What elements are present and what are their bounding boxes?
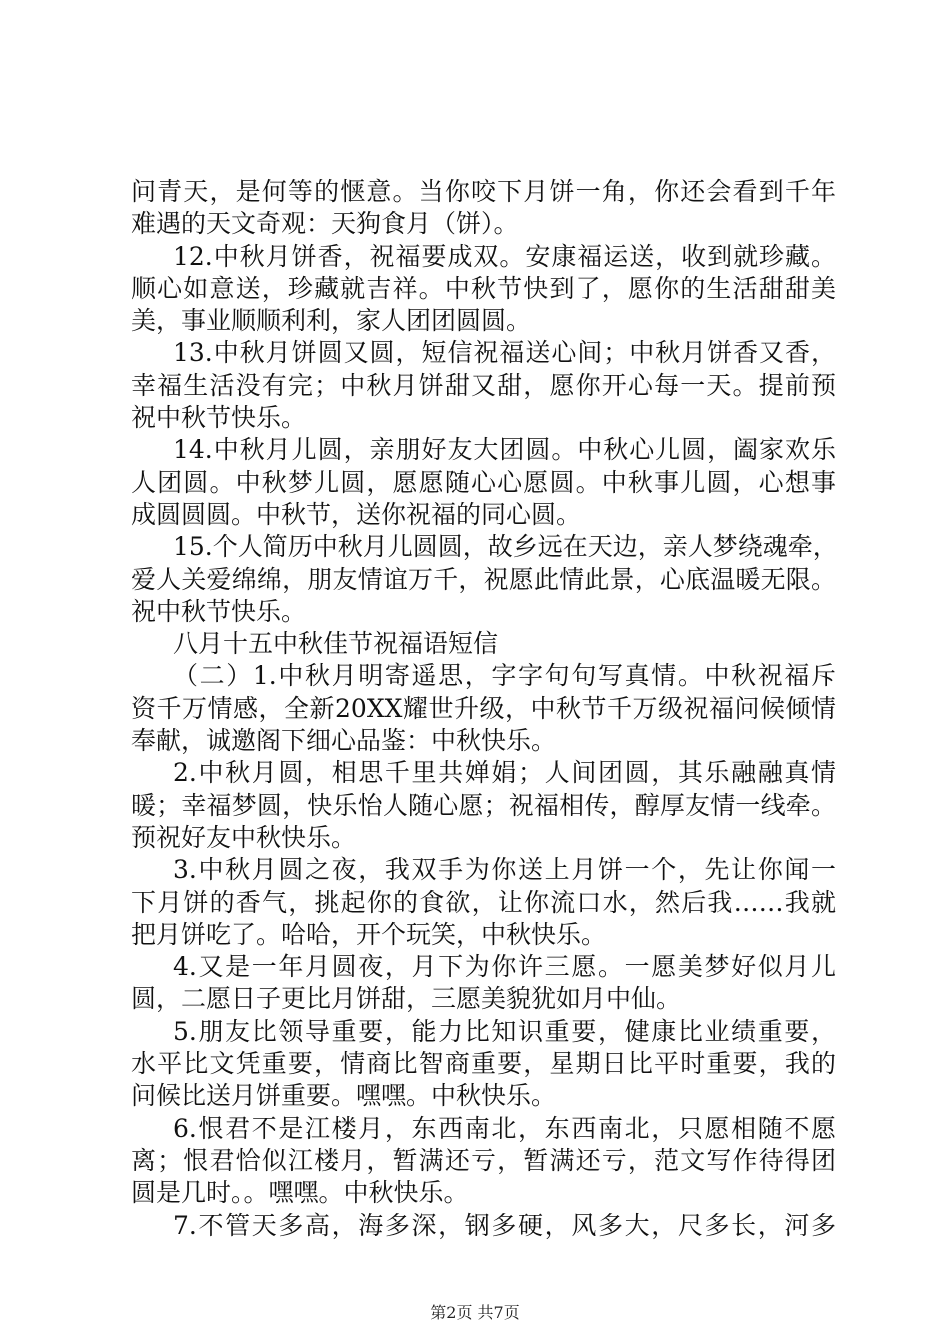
text-line: 祝中秋节快乐。 [131, 403, 307, 433]
text-line: 成圆圆圆。中秋节，送你祝福的同心圆。 [131, 499, 582, 529]
text-line: 3.中秋月圆之夜，我双手为你送上月饼一个，先让你闻一 [173, 855, 836, 885]
text-line: 暖；幸福梦圆，快乐怡人随心愿；祝福相传，醇厚友情一线牵。 [131, 790, 836, 820]
text-line: 离；恨君恰似江楼月，暂满还亏，暂满还亏，范文写作待得团 [131, 1145, 836, 1175]
text-line: 水平比文凭重要，情商比智商重要，星期日比平时重要，我的 [131, 1049, 836, 1079]
text-line: 12.中秋月饼香，祝福要成双。安康福运送，收到就珍藏。 [173, 241, 836, 271]
text-line: 把月饼吃了。哈哈，开个玩笑，中秋快乐。 [131, 919, 607, 949]
text-line: 7.不管天多高，海多深，钢多硬，风多大，尺多长，河多 [173, 1210, 836, 1240]
text-line: 问候比送月饼重要。嘿嘿。中秋快乐。 [131, 1081, 557, 1111]
text-line: 奉献，诚邀阁下细心品鉴：中秋快乐。 [131, 726, 557, 756]
document-body [131, 176, 836, 1242]
text-line: 下月饼的香气，挑起你的食欲，让你流口水，然后我……我就 [131, 887, 836, 917]
text-line: 美，事业顺顺利利，家人团团圆圆。 [131, 306, 532, 336]
text-line: 人团圆。中秋梦儿圆，愿愿随心心愿圆。中秋事儿圆，心想事 [131, 467, 836, 497]
text-line: 难遇的天文奇观：天狗食月（饼）。 [131, 209, 519, 239]
text-line: 15.个人简历中秋月儿圆圆，故乡远在天边，亲人梦绕魂牵， [173, 532, 838, 562]
text-line: 八月十五中秋佳节祝福语短信 [173, 629, 499, 659]
text-line: 爱人关爱绵绵，朋友情谊万千，祝愿此情此景，心底温暖无限。 [131, 564, 836, 594]
text-line: 预祝好友中秋快乐。 [131, 822, 357, 852]
text-line: 幸福生活没有完；中秋月饼甜又甜，愿你开心每一天。提前预 [131, 370, 836, 400]
page-footer: 第2页 共7页 [430, 1303, 520, 1322]
text-line: （二）1.中秋月明寄遥思，字字句句写真情。中秋祝福斥 [173, 661, 836, 691]
text-line: 4.又是一年月圆夜，月下为你许三愿。一愿美梦好似月儿 [173, 952, 836, 982]
text-line: 5.朋友比领导重要，能力比知识重要，健康比业绩重要， [173, 1016, 836, 1046]
text-line: 祝中秋节快乐。 [131, 596, 307, 626]
text-line: 顺心如意送，珍藏就吉祥。中秋节快到了，愿你的生活甜甜美 [131, 273, 836, 303]
text-line: 6.恨君不是江楼月，东西南北，东西南北，只愿相随不愿 [173, 1113, 836, 1143]
text-line: 圆，二愿日子更比月饼甜，三愿美貌犹如月中仙。 [131, 984, 682, 1014]
text-line: 2.中秋月圆，相思千里共婵娟；人间团圆，其乐融融真情 [173, 758, 836, 788]
text-line: 圆是几时。。嘿嘿。中秋快乐。 [131, 1178, 469, 1208]
text-line: 资千万情感，全新20XX耀世升级，中秋节千万级祝福问候倾情 [131, 693, 836, 723]
text-line: 13.中秋月饼圆又圆，短信祝福送心间；中秋月饼香又香， [173, 338, 836, 368]
text-line: 问青天，是何等的惬意。当你咬下月饼一角，你还会看到千年 [131, 177, 836, 206]
text-line: 14.中秋月儿圆，亲朋好友大团圆。中秋心儿圆，阖家欢乐 [173, 435, 836, 465]
